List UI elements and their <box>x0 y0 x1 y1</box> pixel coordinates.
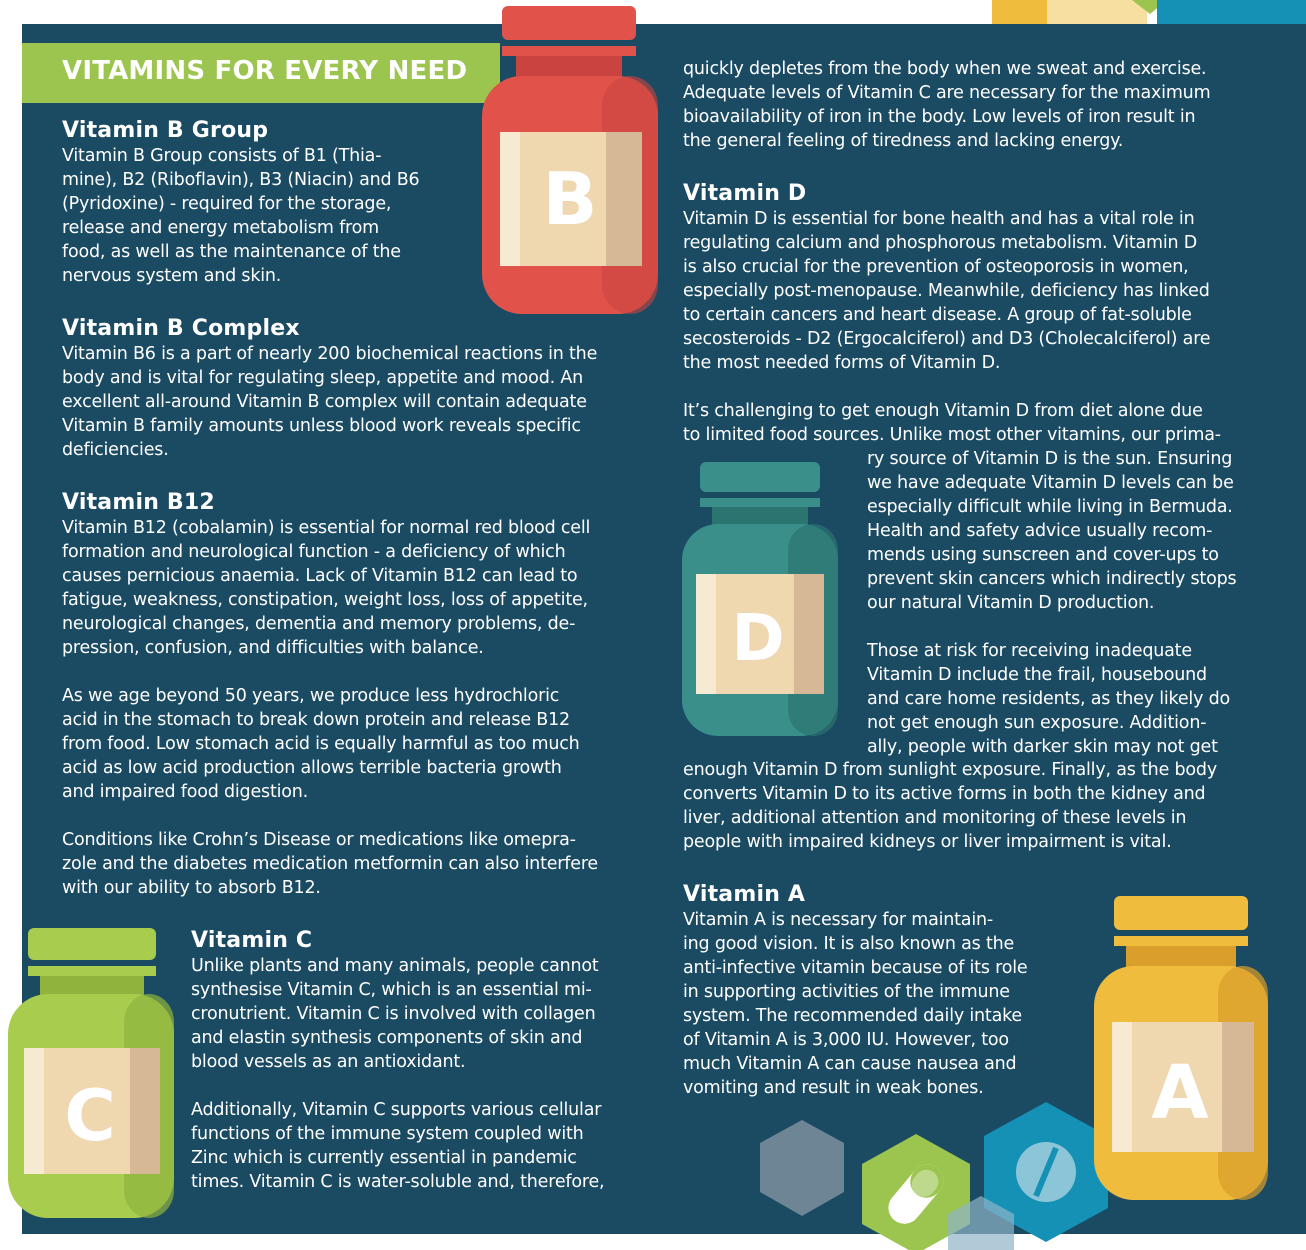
b-group-line: Vitamin B Group consists of B1 (Thia- <box>62 146 382 166</box>
c-continued-line: quickly depletes from the body when we sweat and exercise. <box>683 59 1207 79</box>
b12-para2-line: and impaired food digestion. <box>62 782 309 802</box>
b-group-line: food, as well as the maintenance of the <box>62 242 401 262</box>
d-spacer <box>683 375 1283 399</box>
b12-para3-line: Conditions like Crohn’s Disease or medications like omepra- <box>62 830 576 850</box>
bottle-b-letter: B <box>542 157 598 241</box>
vitamin-d-closing-text <box>683 758 1283 854</box>
b12-line: formation and neurological function - a deficiency of which <box>62 542 566 562</box>
c-para2-line: Zinc which is currently essential in pandemic <box>191 1148 577 1168</box>
b-complex-line: body and is vital for regulating sleep, appetite and mood. An <box>62 368 583 388</box>
d-line: especially post-menopause. Meanwhile, deficiency has linked <box>683 281 1210 301</box>
c-para2-line: times. Vitamin C is water-soluble and, therefore, <box>191 1172 605 1192</box>
b12-line: causes pernicious anaemia. Lack of Vitamin B12 can lead to <box>62 566 578 586</box>
heading-vitamin-c: Vitamin C <box>191 928 313 953</box>
bottle-d-icon <box>682 462 840 738</box>
d-line: secosteroids - D2 (Ergocalciferol) and D3 (Cholecalciferol) are <box>683 329 1211 349</box>
top-strip-graphic <box>992 0 1306 24</box>
vitamin-d-wrapped-text <box>867 447 1287 759</box>
bottle-c-letter: C <box>64 1075 116 1157</box>
d-para3-wrap-line: not get enough sun exposure. Addition- <box>867 713 1207 733</box>
d-para2-wrap-line: our natural Vitamin D production. <box>867 593 1155 613</box>
d-para3-wrap-line: Those at risk for receiving inadequate <box>867 641 1192 661</box>
section-vitamin-b-group <box>62 118 420 288</box>
section-vitamin-b-complex <box>62 316 597 462</box>
d-line: the most needed forms of Vitamin D. <box>683 353 1001 373</box>
b12-spacer <box>62 804 598 828</box>
d-para2-line: It’s challenging to get enough Vitamin D from diet alone due <box>683 401 1203 421</box>
d-para2-wrap-line: mends using sunscreen and cover-ups to <box>867 545 1219 565</box>
d-para2-line: to limited food sources. Unlike most other vitamins, our prima- <box>683 425 1221 445</box>
page-title: VITAMINS FOR EVERY NEED <box>62 56 468 86</box>
d-line: regulating calcium and phosphorous metabolism. Vitamin D <box>683 233 1198 253</box>
a-line: Vitamin A is necessary for maintain- <box>683 910 993 930</box>
d-para3-wrap-line: ally, people with darker skin may not get <box>867 737 1218 757</box>
d-para3-line: liver, additional attention and monitoring of these levels in <box>683 808 1187 828</box>
gray-hexagon <box>760 1120 844 1216</box>
c-para2-line: functions of the immune system coupled with <box>191 1124 584 1144</box>
section-vitamin-b12 <box>62 490 598 900</box>
b12-para2-line: from food. Low stomach acid is equally harmful as too much <box>62 734 580 754</box>
heading-vitamin-b12: Vitamin B12 <box>62 490 215 515</box>
a-line: of Vitamin A is 3,000 IU. However, too <box>683 1030 1009 1050</box>
b-group-line: release and energy metabolism from <box>62 218 379 238</box>
a-line: in supporting activities of the immune <box>683 982 1010 1002</box>
b12-para3-line: zole and the diabetes medication metformin can also interfere <box>62 854 598 874</box>
section-vitamin-c <box>191 928 661 1194</box>
section-vitamin-d <box>683 181 1283 447</box>
b12-line: pression, confusion, and difficulties with balance. <box>62 638 484 658</box>
b-group-line: nervous system and skin. <box>62 266 282 286</box>
c-continued-line: the general feeling of tiredness and lacking energy. <box>683 131 1124 151</box>
heading-vitamin-a: Vitamin A <box>683 882 806 907</box>
b-group-line: (Pyridoxine) - required for the storage, <box>62 194 392 214</box>
a-line: ing good vision. It is also known as the <box>683 934 1015 954</box>
d-para2-wrap-line: prevent skin cancers which indirectly stops <box>867 569 1237 589</box>
d-line: to certain cancers and heart disease. A group of fat-soluble <box>683 305 1192 325</box>
b12-spacer <box>62 660 598 684</box>
d-spacer <box>867 615 1287 639</box>
b12-para2-line: acid in the stomach to break down protein and release B12 <box>62 710 570 730</box>
top-decoration <box>992 0 1306 24</box>
d-para2-wrap-line: we have adequate Vitamin D levels can be <box>867 473 1234 493</box>
b12-para3-line: with our ability to absorb B12. <box>62 878 321 898</box>
a-line: anti-infective vitamin because of its role <box>683 958 1028 978</box>
b12-para2-line: acid as low acid production allows terrible bacteria growth <box>62 758 562 778</box>
b-complex-line: Vitamin B6 is a part of nearly 200 biochemical reactions in the <box>62 344 598 364</box>
c-line: cronutrient. Vitamin C is involved with collagen <box>191 1004 596 1024</box>
c-line: synthesise Vitamin C, which is an essential mi- <box>191 980 592 1000</box>
a-line: system. The recommended daily intake <box>683 1006 1022 1026</box>
b12-para2-line: As we age beyond 50 years, we produce less hydrochloric <box>62 686 560 706</box>
d-para2-wrap-line: Health and safety advice usually recom- <box>867 521 1213 541</box>
b-complex-line: deficiencies. <box>62 440 169 460</box>
d-para3-line: enough Vitamin D from sunlight exposure. Finally, as the body <box>683 760 1217 780</box>
section-vitamin-a <box>683 882 1083 1100</box>
tablet-icon <box>1016 1142 1076 1202</box>
bottle-a-letter: A <box>1151 1050 1209 1136</box>
b-complex-line: Vitamin B family amounts unless blood work reveals specific <box>62 416 581 436</box>
c-line: and elastin synthesis components of skin and <box>191 1028 583 1048</box>
b12-line: Vitamin B12 (cobalamin) is essential for normal red blood cell <box>62 518 591 538</box>
c-spacer <box>191 1074 661 1098</box>
heading-vitamin-b-group: Vitamin B Group <box>62 118 269 143</box>
d-line: Vitamin D is essential for bone health and has a vital role in <box>683 209 1195 229</box>
d-para2-wrap-line: especially difficult while living in Bermuda. <box>867 497 1233 517</box>
heading-vitamin-d: Vitamin D <box>683 181 807 206</box>
c-continued-line: bioavailability of iron in the body. Low levels of iron result in <box>683 107 1196 127</box>
right-column <box>683 57 1283 153</box>
d-line: is also crucial for the prevention of osteoporosis in women, <box>683 257 1189 277</box>
c-line: blood vessels as an antioxidant. <box>191 1052 466 1072</box>
a-line: much Vitamin A can cause nausea and <box>683 1054 1017 1074</box>
d-para3-line: people with impaired kidneys or liver impairment is vital. <box>683 832 1172 852</box>
c-para2-line: Additionally, Vitamin C supports various cellular <box>191 1100 602 1120</box>
b-complex-line: excellent all-around Vitamin B complex will contain adequate <box>62 392 587 412</box>
heading-vitamin-b-complex: Vitamin B Complex <box>62 316 300 341</box>
bottle-d-letter: D <box>731 602 785 676</box>
b12-line: fatigue, weakness, constipation, weight loss, loss of appetite, <box>62 590 588 610</box>
d-para3-line: converts Vitamin D to its active forms in both the kidney and <box>683 784 1206 804</box>
c-continued-line: Adequate levels of Vitamin C are necessary for the maximum <box>683 83 1211 103</box>
pill-hexagons-decoration <box>756 1100 1116 1250</box>
d-para2-wrap-line: ry source of Vitamin D is the sun. Ensuring <box>867 449 1233 469</box>
c-line: Unlike plants and many animals, people cannot <box>191 956 599 976</box>
d-para3-wrap-line: Vitamin D include the frail, housebound <box>867 665 1207 685</box>
bottle-a-icon <box>1094 896 1270 1202</box>
d-para3-wrap-line: and care home residents, as they likely do <box>867 689 1231 709</box>
b-group-line: mine), B2 (Riboflavin), B3 (Niacin) and B6 <box>62 170 420 190</box>
b12-line: neurological changes, dementia and memory problems, de- <box>62 614 576 634</box>
a-line: vomiting and result in weak bones. <box>683 1078 984 1098</box>
